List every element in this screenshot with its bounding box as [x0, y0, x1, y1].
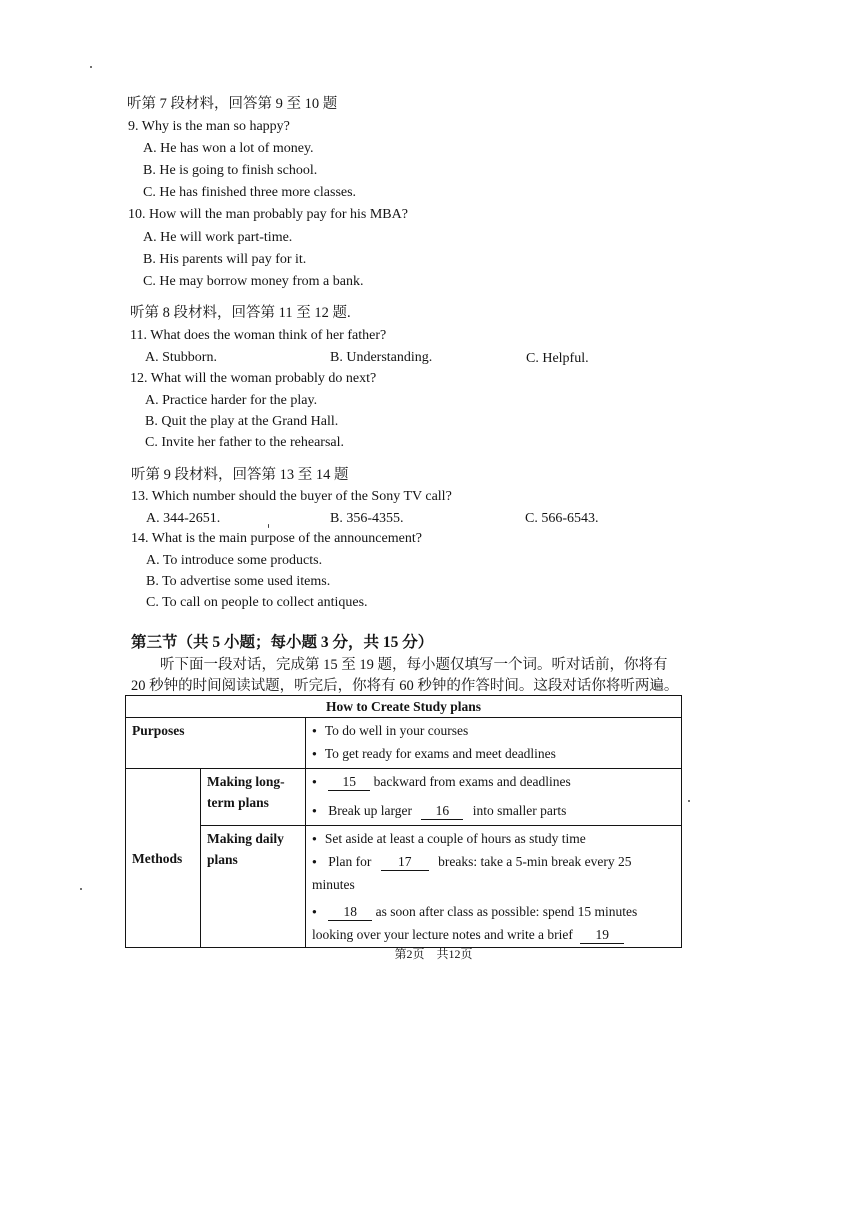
q11-option-b: B. Understanding.: [330, 350, 433, 365]
longterm-item-1-text: backward from exams and deadlines: [373, 774, 571, 789]
scan-speck: [90, 66, 92, 68]
q10-option-c: C. He may borrow money from a bank.: [143, 274, 364, 289]
q13-option-b: B. 356-4355.: [330, 511, 404, 526]
daily-item-2-post: breaks: take a 5-min break every 25 minutes: [312, 854, 632, 892]
scan-speck: [688, 800, 690, 802]
q12-option-a: A. Practice harder for the play.: [145, 393, 318, 408]
blank-16[interactable]: 16: [421, 803, 463, 820]
purposes-label: Purposes: [126, 718, 306, 769]
group9-heading: 听第 9 段材料，回答第 13 至 14 题: [131, 467, 349, 483]
q11-option-c: C. Helpful.: [526, 351, 589, 366]
blank-19[interactable]: 19: [580, 927, 624, 944]
daily-item-2: [312, 851, 675, 895]
q12-stem: 12. What will the woman probably do next?: [130, 371, 377, 386]
daily-item-2-pre: Plan for: [328, 854, 372, 869]
q11-option-a: A. Stubborn.: [145, 350, 217, 365]
blank-15[interactable]: 15: [328, 774, 370, 791]
longterm-item-1: [312, 771, 675, 794]
purpose-item-1: ● To do well in your courses: [312, 720, 675, 743]
purposes-row: [126, 718, 682, 769]
section3-instruction-line2: 20 秒钟的时间阅读试题，听完后，你将有 60 秒钟的作答时间。这段对话你将听两遍。: [131, 678, 679, 694]
longterm-item-2-post: into smaller parts: [472, 803, 567, 818]
q10-stem: 10. How will the man probably pay for his MBA?: [128, 207, 408, 222]
longterm-item-2: [312, 800, 675, 823]
q10-option-b: B. His parents will pay for it.: [143, 252, 307, 267]
longterm-item-2-pre: Break up larger: [328, 803, 412, 818]
section3-instruction-line1: 听下面一段对话，完成第 15 至 19 题，每小题仅填写一个词。听对话前，你将有: [160, 657, 668, 673]
methods-label: Methods: [126, 769, 201, 948]
scan-speck: [80, 888, 82, 890]
longterm-cell: [306, 769, 682, 826]
table-title: How to Create Study plans: [126, 696, 682, 718]
section3-title: 第三节（共 5 小题；每小题 3 分，共 15 分）: [131, 634, 434, 651]
group8-heading: 听第 8 段材料，回答第 11 至 12 题.: [130, 305, 351, 321]
q12-option-b: B. Quit the play at the Grand Hall.: [145, 414, 339, 429]
scan-speck: [268, 524, 269, 528]
q9-option-c: C. He has finished three more classes.: [143, 185, 357, 200]
daily-item-3-post: as soon after class as possible: spend 15 minutes looking over your lecture notes and write a brief: [312, 904, 638, 942]
q14-option-c: C. To call on people to collect antiques.: [146, 595, 368, 610]
q14-stem: 14. What is the main purpose of the announcement?: [131, 531, 422, 546]
longterm-label: Making long-term plans: [201, 769, 306, 826]
purpose-item-2: ● To get ready for exams and meet deadlines: [312, 743, 675, 766]
page-footer: 第2页 共12页: [394, 947, 473, 961]
q9-option-a: A. He has won a lot of money.: [143, 141, 314, 156]
blank-17[interactable]: 17: [381, 854, 429, 871]
q14-option-b: B. To advertise some used items.: [146, 574, 331, 589]
q11-stem: 11. What does the woman think of her father?: [130, 328, 387, 343]
q13-stem: 13. Which number should the buyer of the Sony TV call?: [131, 489, 452, 504]
daily-row: [126, 826, 682, 948]
daily-cell: [306, 826, 682, 948]
q10-option-a: A. He will work part-time.: [143, 230, 293, 245]
daily-label: Making daily plans: [201, 826, 306, 948]
q9-stem: 9. Why is the man so happy?: [128, 119, 290, 134]
study-plan-table: [125, 695, 682, 948]
q13-option-a: A. 344-2651.: [146, 511, 221, 526]
daily-item-1: ● Set aside at least a couple of hours as study time: [312, 828, 675, 851]
table-title-row: [126, 696, 682, 718]
daily-item-3: [312, 901, 675, 945]
longterm-row: [126, 769, 682, 826]
group7-heading: 听第 7 段材料，回答第 9 至 10 题: [127, 96, 338, 112]
q12-option-c: C. Invite her father to the rehearsal.: [145, 435, 345, 450]
q13-option-c: C. 566-6543.: [525, 511, 599, 526]
blank-18[interactable]: 18: [328, 904, 372, 921]
q14-option-a: A. To introduce some products.: [146, 553, 323, 568]
q9-option-b: B. He is going to finish school.: [143, 163, 318, 178]
purposes-cell: [306, 718, 682, 769]
